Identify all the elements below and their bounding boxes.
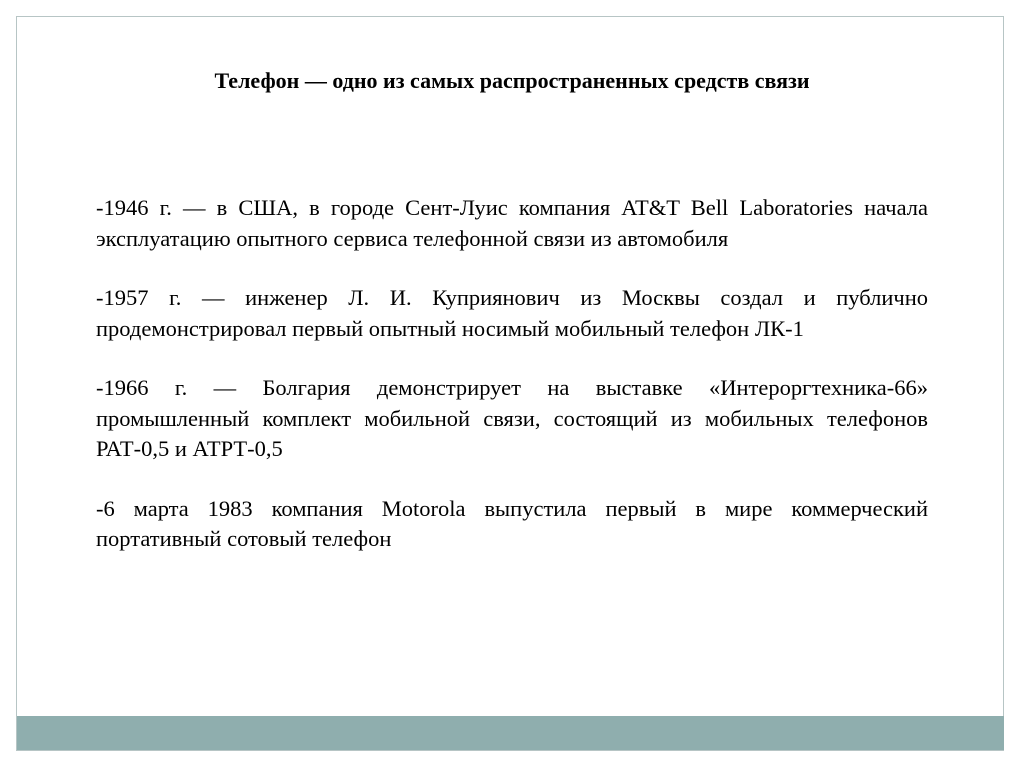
slide-title: Телефон — одно из самых распространенных средств связи [214,68,810,93]
paragraph-1966: -1966 г. — Болгария демонстрирует на выставке «Интероргтехника-66» промышленный комплект мобильной связи, состоящий из мобильных телефонов РАТ-0,5 и АТРТ-0,5 [96,375,928,461]
paragraph-1957: -1957 г. — инженер Л. И. Куприянович из Москвы создал и публично продемонстрировал первый опытный носимый мобильный телефон ЛК-1 [96,285,928,341]
slide-body [96,193,928,584]
paragraph-1983: -6 марта 1983 компания Motorola выпустила первый в мире коммерческий портативный сотовый телефон [96,495,928,551]
paragraph-1946: -1946 г. — в США, в городе Сент-Луис компания AT&T Bell Laboratories начала эксплуатацию опытного сервиса телефонной связи из автомобиля [96,195,928,251]
footer-bar [17,716,1004,750]
